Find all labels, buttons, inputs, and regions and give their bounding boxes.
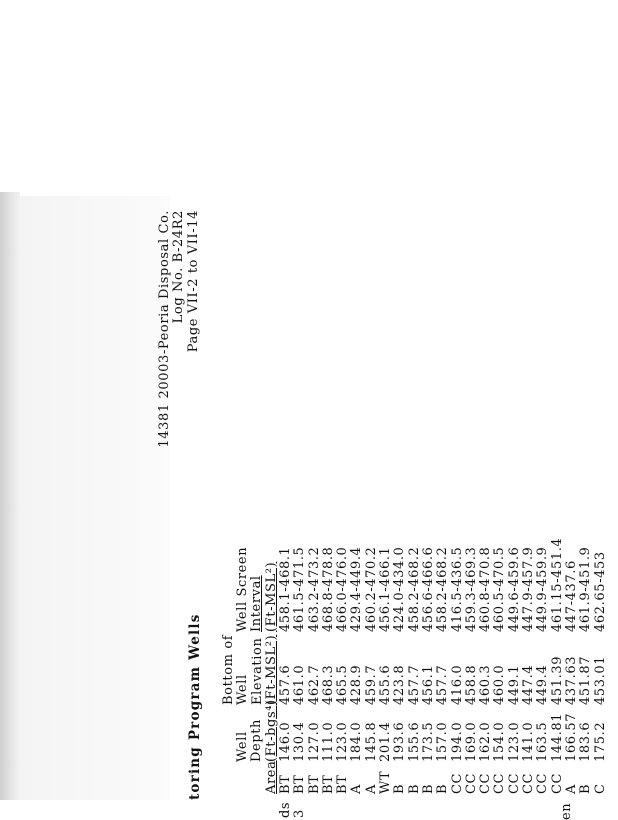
cell-bottom: 453.01 bbox=[592, 655, 608, 705]
cell-bottom: 468.3 bbox=[320, 664, 336, 705]
cell-area: CC bbox=[549, 772, 565, 794]
left-fragment-en: en bbox=[559, 802, 574, 820]
cell-bottom: 460.0 bbox=[492, 664, 508, 705]
table-title: toring Program Wells bbox=[187, 613, 203, 800]
cell-depth: 163.5 bbox=[535, 721, 551, 762]
cell-depth: 123.0 bbox=[506, 721, 522, 762]
cell-screen: 458.2-468.2 bbox=[435, 546, 451, 632]
cell-area: CC bbox=[492, 772, 508, 794]
header-bottom-line1: Bottom of bbox=[221, 634, 236, 705]
cell-depth: 154.0 bbox=[492, 721, 508, 762]
cell-depth: 173.5 bbox=[420, 721, 436, 762]
cell-screen: 458.1-468.1 bbox=[278, 546, 293, 632]
cell-screen: 461.15-451.4 bbox=[549, 537, 565, 632]
header-screen-line2: Interval bbox=[249, 575, 265, 632]
cell-bottom: 461.0 bbox=[292, 664, 308, 705]
cell-screen: 447.9-457.9 bbox=[521, 546, 537, 632]
cell-area: B bbox=[406, 783, 422, 794]
left-fragment-three: 3 bbox=[292, 809, 308, 818]
column-depth bbox=[279, 713, 608, 762]
cell-bottom: 458.8 bbox=[463, 664, 479, 705]
cell-depth: 146.0 bbox=[278, 721, 293, 762]
cell-screen: 463.2-473.2 bbox=[306, 546, 322, 632]
cell-depth: 127.0 bbox=[306, 721, 322, 762]
header-depth-line2: Depth bbox=[249, 718, 265, 762]
cell-area: A bbox=[349, 784, 365, 794]
cell-screen: 460.2-470.2 bbox=[363, 546, 379, 632]
header-screen-line3: (Ft-MSL²) bbox=[263, 561, 279, 632]
header-area-label: Area bbox=[263, 760, 279, 794]
cell-area: CC bbox=[463, 772, 479, 794]
cell-screen: 424.0-434.0 bbox=[392, 546, 408, 632]
header-bottom-line2: Well bbox=[235, 674, 251, 705]
cell-depth: 141.0 bbox=[521, 721, 537, 762]
cell-area: BT bbox=[292, 774, 308, 794]
cell-bottom: 457.7 bbox=[406, 664, 422, 705]
cell-area: CC bbox=[535, 772, 551, 794]
header-bottom bbox=[222, 635, 279, 705]
cell-depth: 201.4 bbox=[378, 721, 394, 762]
header-depth bbox=[236, 699, 279, 762]
header-log-number: Log No. B-24R2 bbox=[171, 210, 187, 324]
cell-bottom: 462.7 bbox=[306, 664, 322, 705]
cell-area: B bbox=[392, 783, 408, 794]
cell-area: CC bbox=[506, 772, 522, 794]
scan-margin bbox=[20, 196, 170, 800]
cell-area: WT bbox=[378, 770, 394, 794]
rotated-page bbox=[157, 200, 608, 820]
cell-area: CC bbox=[449, 772, 465, 794]
cell-bottom: 456.1 bbox=[420, 664, 436, 705]
cell-area: A bbox=[363, 784, 379, 794]
cell-depth: 157.0 bbox=[435, 721, 451, 762]
cell-screen: 456.1-466.1 bbox=[378, 546, 394, 632]
cell-depth: 144.81 bbox=[549, 712, 565, 762]
column-area bbox=[279, 771, 608, 794]
cell-screen: 449.6-459.6 bbox=[506, 546, 522, 632]
cell-bottom: 449.1 bbox=[506, 664, 522, 705]
cell-bottom: 465.5 bbox=[335, 664, 351, 705]
scan-shadow bbox=[0, 192, 20, 800]
cell-depth: 130.4 bbox=[292, 721, 308, 762]
cell-bottom: 457.6 bbox=[278, 664, 293, 705]
cell-depth: 169.0 bbox=[463, 721, 479, 762]
cell-bottom: 457.7 bbox=[435, 664, 451, 705]
column-screen bbox=[279, 538, 608, 632]
cell-screen: 459.3-469.3 bbox=[463, 546, 479, 632]
header-area bbox=[265, 761, 279, 794]
cell-bottom: 459.7 bbox=[363, 664, 379, 705]
cell-depth: 155.6 bbox=[406, 721, 422, 762]
header-depth-line1: Well bbox=[235, 731, 250, 762]
column-bottom bbox=[279, 656, 608, 705]
cell-bottom: 449.4 bbox=[535, 664, 551, 705]
cell-screen: 461.9-451.9 bbox=[578, 546, 594, 632]
header-project: 14381 20003-Peoria Disposal Co. bbox=[157, 210, 172, 448]
header-depth-line3: (Ft-bgs⁴) bbox=[263, 699, 279, 762]
cell-depth: 183.6 bbox=[578, 721, 594, 762]
cell-area: CC bbox=[521, 772, 537, 794]
header-bottom-line4: (Ft-MSL²) bbox=[263, 634, 279, 705]
cell-depth: 194.0 bbox=[449, 721, 465, 762]
cell-screen: 466.0-476.0 bbox=[335, 546, 351, 632]
cell-depth: 184.0 bbox=[349, 721, 365, 762]
cell-area: CC bbox=[478, 772, 494, 794]
header-screen bbox=[236, 547, 279, 632]
cell-depth: 123.0 bbox=[335, 721, 351, 762]
cell-depth: 111.0 bbox=[320, 721, 336, 762]
cell-screen: 447-437.6 bbox=[563, 560, 579, 632]
cell-bottom: 451.39 bbox=[549, 655, 565, 705]
cell-screen: 429.4-449.4 bbox=[349, 546, 365, 632]
header-page-range: Page VII-2 to VII-14 bbox=[185, 210, 201, 353]
left-fragment-ds: ds bbox=[278, 801, 293, 818]
cell-area: BT bbox=[320, 774, 336, 794]
cell-screen: 460.5-470.5 bbox=[492, 546, 508, 632]
cell-screen: 456.6-466.6 bbox=[420, 546, 436, 632]
cell-screen: 461.5-471.5 bbox=[292, 546, 308, 632]
cell-bottom: 451.87 bbox=[578, 655, 594, 705]
cell-bottom: 416.0 bbox=[449, 664, 465, 705]
header-bottom-line3: Elevation bbox=[249, 637, 265, 705]
cell-area: BT bbox=[306, 774, 322, 794]
cell-bottom: 447.4 bbox=[521, 664, 537, 705]
cell-depth: 175.2 bbox=[592, 721, 608, 762]
cell-bottom: 455.6 bbox=[378, 664, 394, 705]
cell-bottom: 437.63 bbox=[563, 655, 579, 705]
cell-depth: 166.57 bbox=[563, 712, 579, 762]
cell-area: B bbox=[420, 783, 436, 794]
cell-depth: 145.8 bbox=[363, 721, 379, 762]
cell-depth: 162.0 bbox=[478, 721, 494, 762]
cell-depth: 193.6 bbox=[392, 721, 408, 762]
header-screen-line1: Well Screen bbox=[235, 546, 250, 632]
cell-area: BT bbox=[335, 774, 351, 794]
cell-area: C bbox=[592, 783, 608, 794]
cell-bottom: 428.9 bbox=[349, 664, 365, 705]
cell-screen: 458.2-468.2 bbox=[406, 546, 422, 632]
cell-screen: 416.5-436.5 bbox=[449, 546, 465, 632]
cell-bottom: 423.8 bbox=[392, 664, 408, 705]
cell-screen: 468.8-478.8 bbox=[320, 546, 336, 632]
cell-screen: 460.8-470.8 bbox=[478, 546, 494, 632]
cell-screen: 449.9-459.9 bbox=[535, 546, 551, 632]
cell-area: A bbox=[563, 784, 579, 794]
cell-bottom: 460.3 bbox=[478, 664, 494, 705]
cell-area: B bbox=[435, 783, 451, 794]
cell-area: BT bbox=[278, 774, 293, 794]
cell-screen: 462.65-453 bbox=[592, 551, 608, 632]
cell-area: B bbox=[578, 783, 594, 794]
